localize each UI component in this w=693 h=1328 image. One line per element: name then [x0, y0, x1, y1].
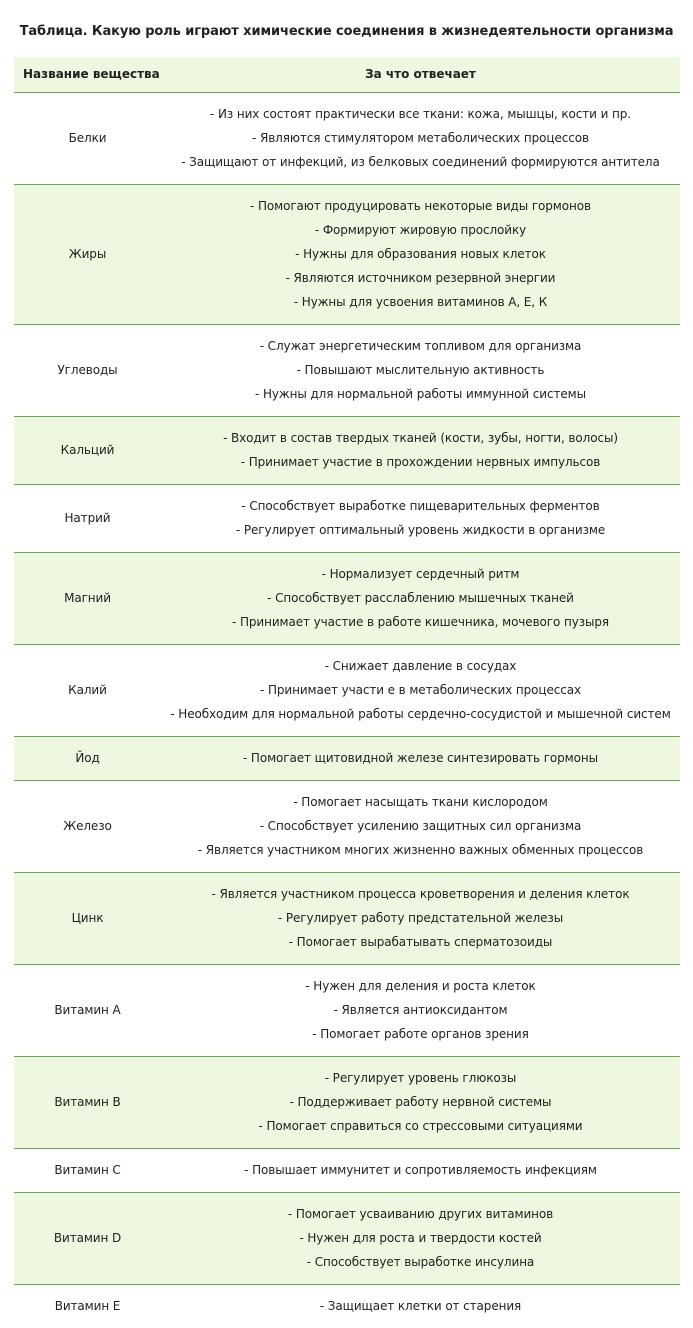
- table-row: [14, 644, 680, 736]
- function-line: - Нужны для усвоения витаминов А, Е, К: [293, 294, 548, 309]
- table-row: [14, 964, 680, 1056]
- function-line: - Формируют жировую прослойку: [314, 222, 527, 237]
- function-line: - Служат энергетическим топливом для организма: [259, 338, 582, 353]
- function-line: - Является участником процесса кроветворения и деления клеток: [211, 886, 630, 901]
- function-line: - Нормализует сердечный ритм: [321, 566, 520, 581]
- substance-name: Жиры: [14, 184, 161, 324]
- table-row: [14, 1056, 680, 1148]
- function-line: - Является антиоксидантом: [333, 1002, 508, 1017]
- substance-functions: [161, 484, 680, 552]
- function-line: - Помогает насыщать ткани кислородом: [293, 794, 548, 809]
- substance-name: Витамин С: [14, 1148, 161, 1192]
- table-row: [14, 780, 680, 872]
- function-line: - Входит в состав твердых тканей (кости, зубы, ногти, волосы): [223, 430, 618, 445]
- function-line: - Является участником многих жизненно важных обменных процессов: [197, 842, 644, 857]
- substance-name: Витамин Е: [54, 1298, 121, 1313]
- substance-functions: [161, 416, 680, 484]
- table-row: [14, 872, 680, 964]
- table-row: [14, 184, 680, 324]
- substance-functions: [161, 184, 680, 324]
- substance-name: Витамин А: [14, 964, 161, 1056]
- substance-functions: [161, 1192, 680, 1284]
- function-line: - Нужен для деления и роста клеток: [305, 978, 536, 993]
- table-header: [14, 57, 680, 92]
- function-line: - Являются стимулятором метаболических процессов: [252, 130, 589, 145]
- function-line: - Регулирует уровень глюкозы: [324, 1070, 517, 1085]
- function-line: - Защищают от инфекций, из белковых соединений формируются антитела: [181, 154, 660, 169]
- substances-table: [14, 57, 680, 1328]
- table-row: [14, 92, 680, 184]
- header-row: [14, 57, 680, 92]
- function-line: - Снижает давление в сосудах: [324, 658, 517, 673]
- function-line: - Помогает усваиванию других витаминов: [287, 1206, 554, 1221]
- function-line: - Защищает клетки от старения: [319, 1298, 522, 1313]
- function-line: - Принимает участие в работе кишечника, мочевого пузыря: [232, 614, 609, 629]
- substance-name: Витамин D: [14, 1192, 161, 1284]
- substance-name: Белки: [14, 92, 161, 184]
- table-row: [14, 1148, 680, 1192]
- function-line: - Способствует расслаблению мышечных тканей: [267, 590, 574, 605]
- function-line: - Повышает иммунитет и сопротивляемость инфекциям: [244, 1162, 597, 1177]
- substance-functions: [161, 1148, 680, 1192]
- function-line: - Помогают продуцировать некоторые виды гормонов: [250, 198, 591, 213]
- substance-functions: [161, 552, 680, 644]
- function-line: - Помогает работе органов зрения: [312, 1026, 529, 1041]
- substance-functions: [161, 1284, 680, 1328]
- substance-name: Магний: [14, 552, 161, 644]
- header-responsibility: За что отвечает: [161, 57, 680, 92]
- substance-functions: [161, 324, 680, 416]
- table-title: Таблица. Какую роль играют химические соединения в жизнедеятельности организма: [19, 24, 674, 39]
- function-line: - Повышают мыслительную активность: [296, 362, 545, 377]
- substance-name: Натрий: [14, 484, 161, 552]
- table-row: [14, 1192, 680, 1284]
- table-row: [14, 484, 680, 552]
- substance-name: Железо: [14, 780, 161, 872]
- function-line: - Помогает щитовидной железе синтезировать гормоны: [242, 750, 598, 765]
- substance-functions: [161, 1056, 680, 1148]
- function-line: - Помогает вырабатывать сперматозоиды: [288, 934, 553, 949]
- substance-functions: [161, 872, 680, 964]
- substance-functions: [161, 964, 680, 1056]
- function-line: - Нужны для образования новых клеток: [295, 246, 546, 261]
- substance-functions: [161, 644, 680, 736]
- header-substance-name: Название вещества: [14, 57, 161, 92]
- function-line: - Помогает справиться со стрессовыми ситуациями: [258, 1118, 583, 1133]
- function-line: - Принимает участие в прохождении нервных импульсов: [240, 454, 601, 469]
- function-line: - Нужен для роста и твердости костей: [299, 1230, 542, 1245]
- function-line: - Принимает участи е в метаболических процессах: [260, 682, 581, 697]
- substance-functions: [161, 92, 680, 184]
- table-row: [14, 1284, 680, 1328]
- function-line: - Регулирует оптимальный уровень жидкости в организме: [235, 522, 606, 537]
- substance-name: Кальций: [14, 416, 161, 484]
- function-line: - Из них состоят практически все ткани: кожа, мышцы, кости и пр.: [210, 106, 631, 121]
- table-row: [14, 324, 680, 416]
- function-line: - Способствует выработке пищеварительных ферментов: [241, 498, 600, 513]
- function-line: - Способствует усилению защитных сил организма: [259, 818, 582, 833]
- table-row: [14, 736, 680, 780]
- function-line: - Нужны для нормальной работы иммунной системы: [255, 386, 586, 401]
- substance-functions: [161, 736, 680, 780]
- substance-name: Углеводы: [14, 324, 161, 416]
- substance-name: Цинк: [14, 872, 161, 964]
- table-body: [14, 92, 680, 1328]
- function-line: - Регулирует работу предстательной железы: [277, 910, 564, 925]
- substance-name: Калий: [14, 644, 161, 736]
- substance-name: Йод: [14, 736, 161, 780]
- table-row: [14, 416, 680, 484]
- substance-functions: [161, 780, 680, 872]
- function-line: - Поддерживает работу нервной системы: [289, 1094, 552, 1109]
- function-line: - Способствует выработке инсулина: [306, 1254, 535, 1269]
- table-row: [14, 552, 680, 644]
- function-line: - Необходим для нормальной работы сердечно-сосудистой и мышечной систем: [170, 706, 671, 721]
- function-line: - Являются источником резервной энергии: [285, 270, 556, 285]
- substance-name: Витамин В: [14, 1056, 161, 1148]
